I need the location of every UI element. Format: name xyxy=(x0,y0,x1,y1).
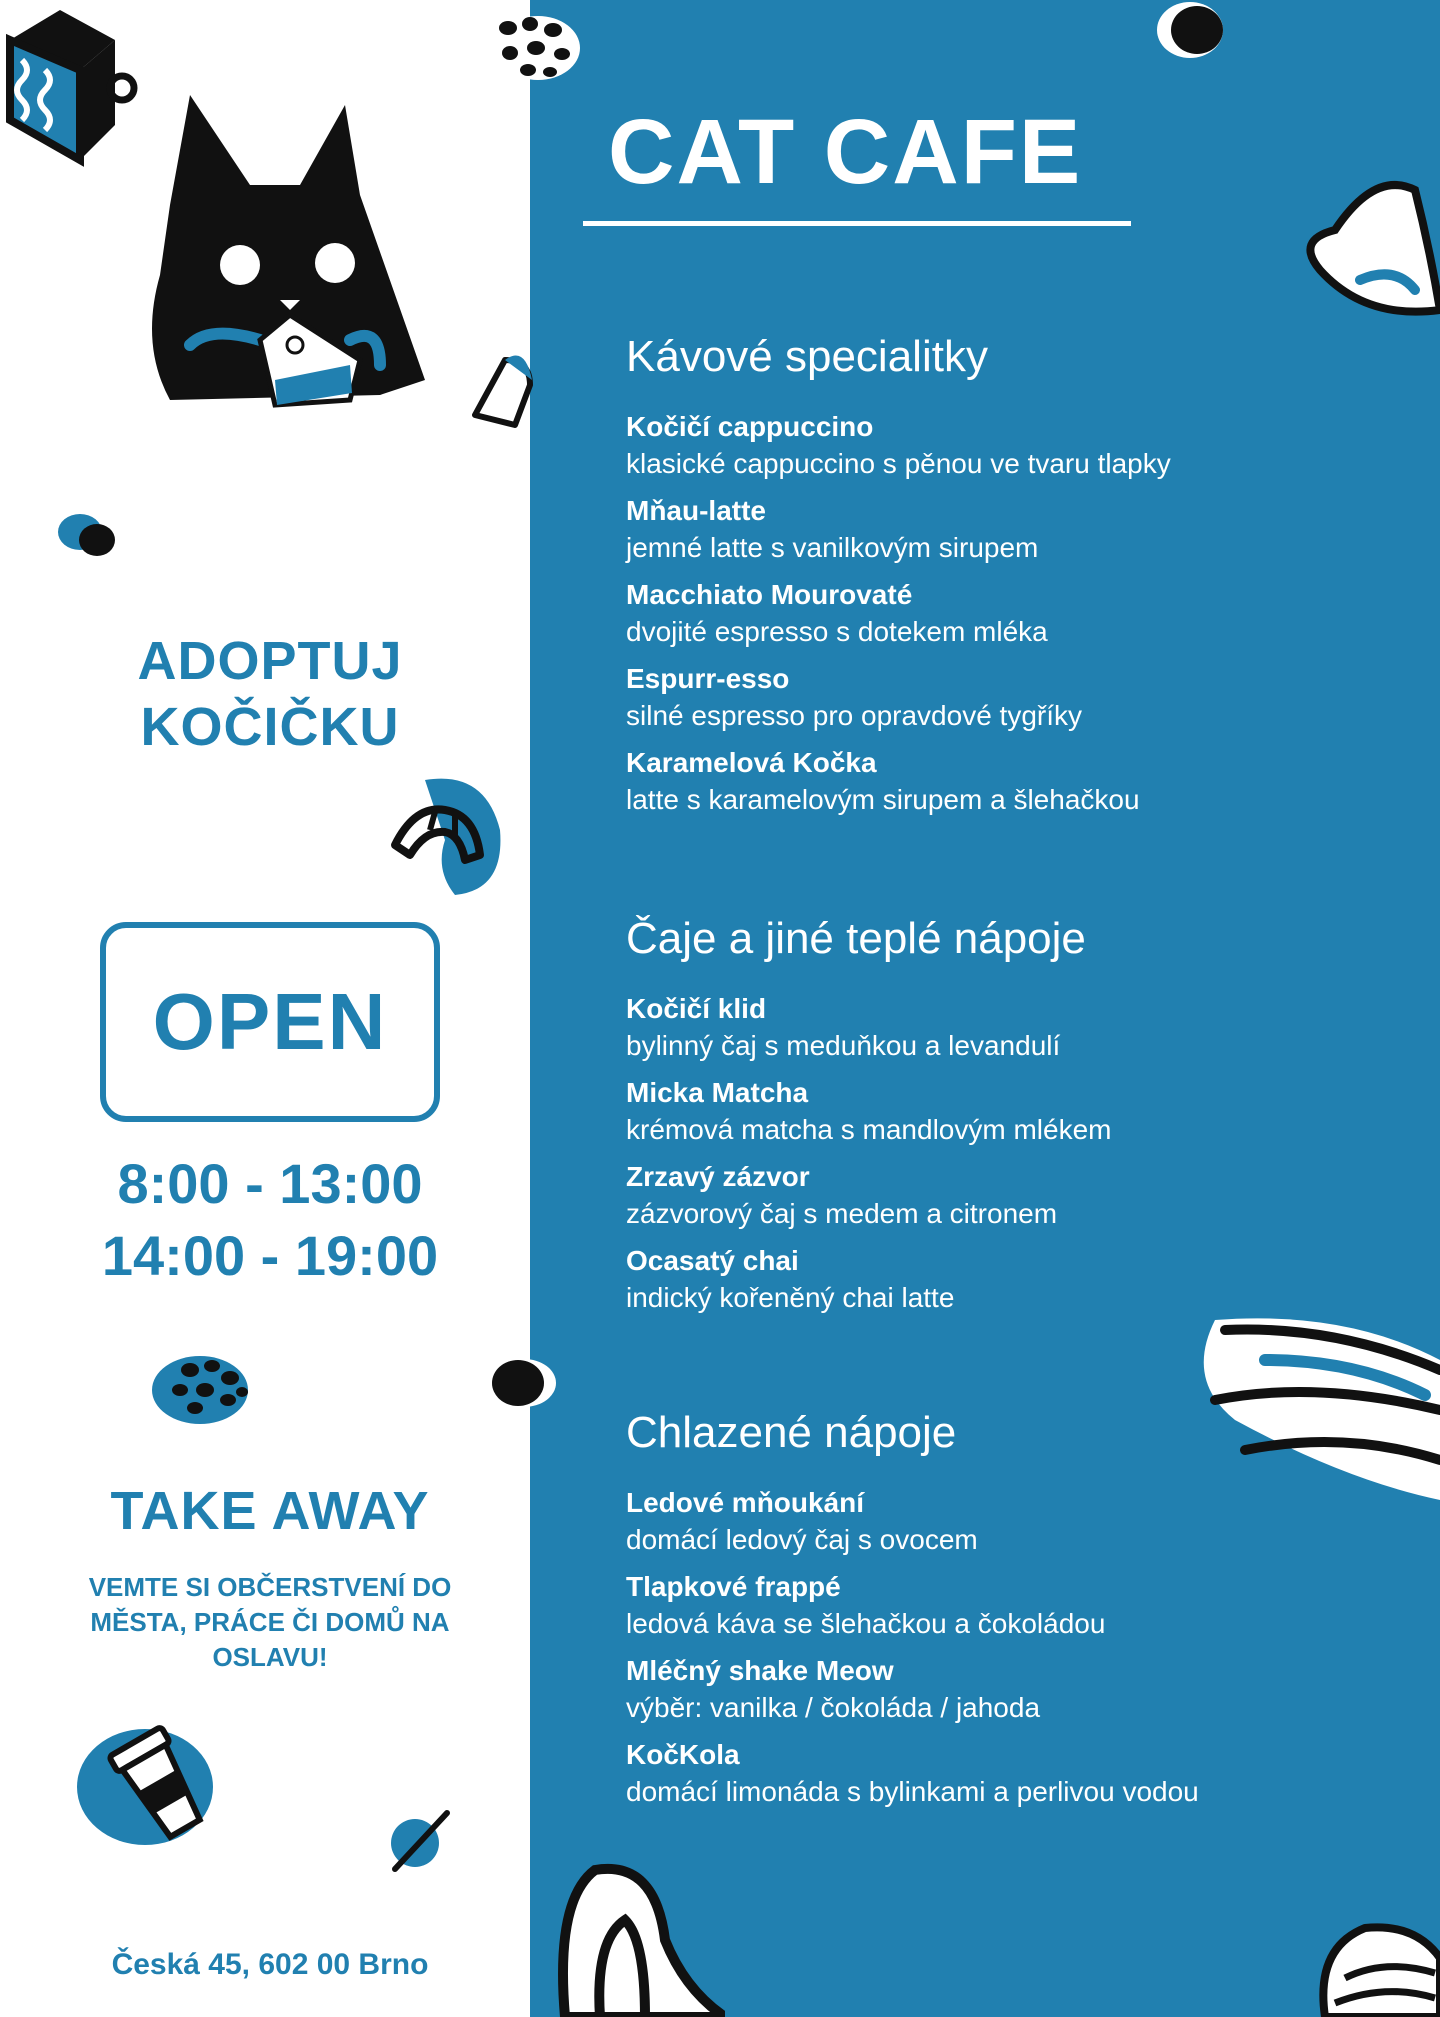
menu-item xyxy=(626,990,1406,1064)
menu-item-desc: bylinný čaj s meduňkou a levandulí xyxy=(626,1030,1061,1061)
menu-item-name: Micka Matcha xyxy=(626,1077,809,1108)
menu-item xyxy=(626,744,1406,818)
menu-item-desc: silné espresso pro opravdové tygříky xyxy=(626,700,1082,731)
menu-item-name: Ledové mňoukání xyxy=(626,1487,865,1518)
blob-icon xyxy=(55,510,120,560)
menu-item-name: Ocasatý chai xyxy=(626,1245,799,1276)
menu-item-name: KočKola xyxy=(626,1739,740,1770)
menu-item-desc: domácí ledový čaj s ovocem xyxy=(626,1524,978,1555)
blob-icon xyxy=(1305,170,1440,320)
section-heading: Kávové specialitky xyxy=(626,332,988,381)
leaf-icon xyxy=(385,1805,455,1875)
open-label: OPEN xyxy=(152,977,388,1066)
menu-section-coffee xyxy=(626,332,1406,828)
menu-item-desc: výběr: vanilka / čokoláda / jahoda xyxy=(626,1692,1041,1723)
menu-item xyxy=(626,408,1406,482)
takeaway-title: TAKE AWAY xyxy=(110,1481,430,1541)
address: Česká 45, 602 00 Brno xyxy=(111,1948,429,1981)
menu-item-desc: krémová matcha s mandlovým mlékem xyxy=(626,1114,1112,1145)
menu-item-name: Karamelová Kočka xyxy=(626,747,877,778)
blob-icon xyxy=(555,1860,725,2017)
menu-item xyxy=(626,1074,1406,1148)
menu-item xyxy=(626,1736,1406,1810)
menu-item-desc: klasické cappuccino s pěnou ve tvaru tlapky xyxy=(626,448,1171,479)
adopt-line-1: ADOPTUJ xyxy=(137,631,403,691)
title-underline xyxy=(583,221,1131,226)
menu-item-name: Kočičí klid xyxy=(626,993,767,1024)
section-heading: Čaje a jiné teplé nápoje xyxy=(626,914,1086,963)
menu-item-desc: latte s karamelovým sirupem a šlehačkou xyxy=(626,784,1140,815)
menu-item-name: Tlapkové frappé xyxy=(626,1571,841,1602)
blob-icon xyxy=(1155,0,1230,65)
hours-morning: 8:00 - 13:00 xyxy=(117,1152,423,1215)
blob-icon xyxy=(1305,1918,1440,2017)
croissant-icon xyxy=(375,770,515,905)
menu-item xyxy=(626,492,1406,566)
opening-hours xyxy=(0,1148,540,1292)
cake-icon xyxy=(0,0,140,170)
cat-illustration xyxy=(140,95,440,415)
menu-item-desc: jemné latte s vanilkovým sirupem xyxy=(626,532,1039,563)
adopt-line-2: KOČIČKU xyxy=(140,697,400,757)
menu-item xyxy=(626,576,1406,650)
menu-item-name: Espurr-esso xyxy=(626,663,790,694)
menu-item-name: Mléčný shake Meow xyxy=(626,1655,894,1686)
blob-icon xyxy=(488,1355,558,1410)
menu-item xyxy=(626,1158,1406,1232)
menu-item-desc: ledová káva se šlehačkou a čokoládou xyxy=(626,1608,1106,1639)
menu-item xyxy=(626,1484,1406,1558)
menu-item-name: Mňau-latte xyxy=(626,495,766,526)
left-panel xyxy=(0,0,530,2017)
takeaway-cup-icon xyxy=(75,1715,235,1850)
open-sign xyxy=(100,922,440,1122)
hours-afternoon: 14:00 - 19:00 xyxy=(101,1224,439,1287)
blob-icon xyxy=(470,340,540,440)
section-heading: Chlazené nápoje xyxy=(626,1408,957,1457)
menu-item-name: Zrzavý zázvor xyxy=(626,1161,810,1192)
cookie-icon xyxy=(150,1348,260,1428)
menu-item-desc: domácí limonáda s bylinkami a perlivou vodou xyxy=(626,1776,1199,1807)
menu-item xyxy=(626,1652,1406,1726)
menu-item-desc: zázvorový čaj s medem a citronem xyxy=(626,1198,1058,1229)
menu-item-name: Kočičí cappuccino xyxy=(626,411,874,442)
menu-item-desc: dvojité espresso s dotekem mléka xyxy=(626,616,1048,647)
takeaway-text: VEMTE SI OBČERSTVENÍ DO MĚSTA, PRÁCE ČI DOMŮ NA OSLAVU! xyxy=(88,1572,452,1672)
page-title: CAT CAFE xyxy=(608,101,1083,203)
blob-icon xyxy=(488,8,583,83)
menu-item xyxy=(626,1568,1406,1642)
menu-item-name: Macchiato Mourovaté xyxy=(626,579,913,610)
menu-item xyxy=(626,1242,1406,1316)
menu-item xyxy=(626,660,1406,734)
menu-section-tea xyxy=(626,914,1406,1326)
menu-item-desc: indický kořeněný chai latte xyxy=(626,1282,955,1313)
menu-section-cold xyxy=(626,1408,1406,1820)
adopt-heading xyxy=(0,628,540,760)
